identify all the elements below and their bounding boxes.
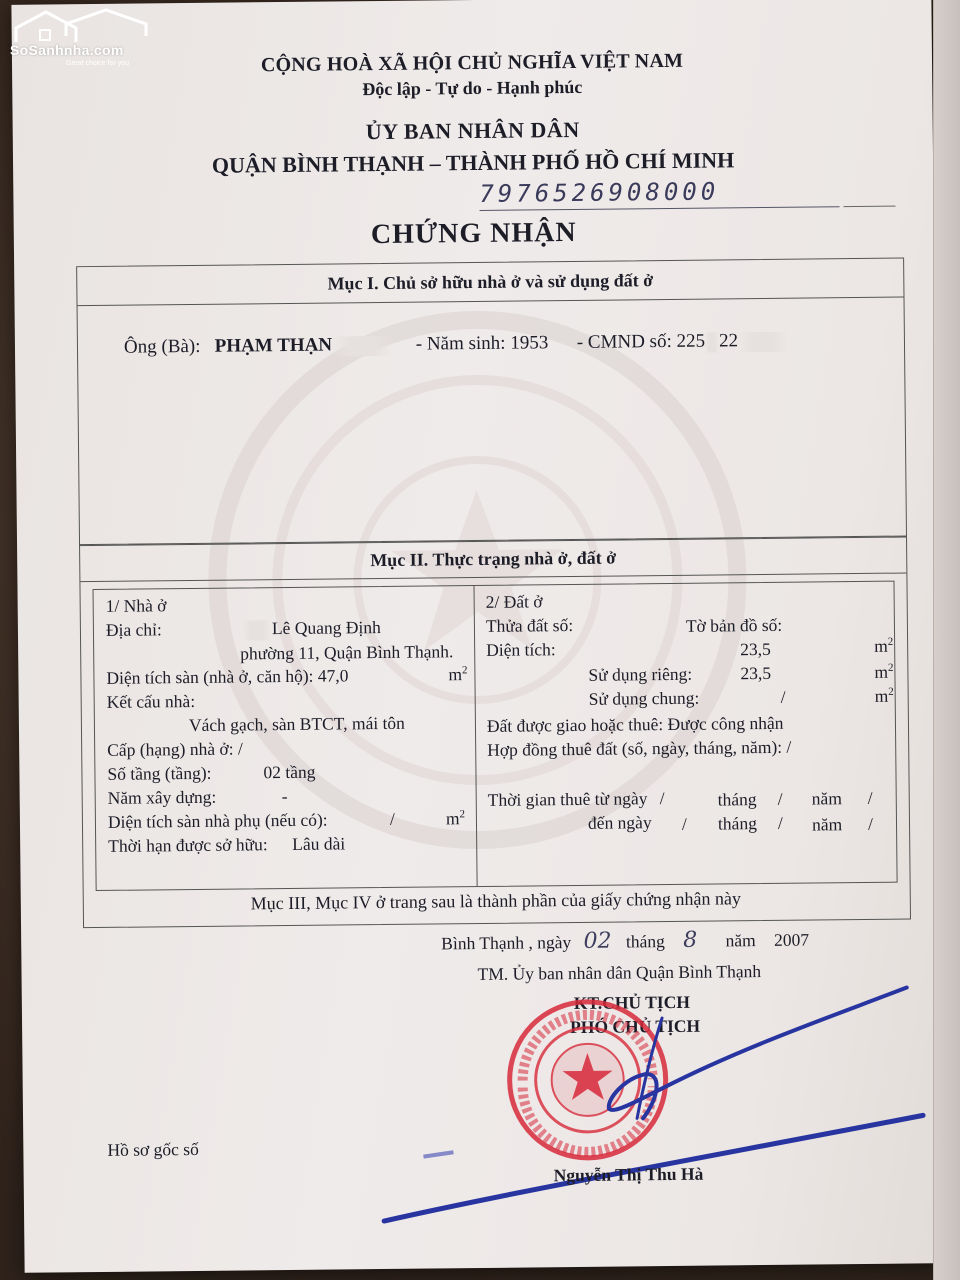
site-watermark [6, 8, 156, 78]
land-allocation: Đất được giao hoặc thuê: Được công nhận [486, 712, 784, 736]
issue-date: Bình Thạnh , ngày 02 tháng 8 năm 2007 [441, 927, 810, 954]
next-page-edge [933, 0, 960, 1280]
section-property [79, 536, 911, 929]
issue-day: 02 [583, 928, 612, 954]
lease-to-day: / [681, 813, 687, 834]
lease-from-month: / [777, 788, 783, 809]
lease-to-month: / [777, 812, 783, 833]
private-use-value: 23,5 [740, 662, 772, 684]
shared-use-label: Sử dụng chung: [588, 687, 700, 709]
section-owner-heading: Mục I. Chủ sở hữu nhà ở và sử dụng đất ở [77, 259, 903, 307]
private-use-unit: $m^2$ [874, 661, 894, 682]
owner-line [124, 330, 788, 359]
land-area-value: 23,5 [740, 638, 771, 660]
redaction-blur-2 [705, 332, 719, 352]
house-grade: Cấp (hạng) nhà ở: / [107, 738, 243, 760]
redaction-blur-4 [242, 620, 272, 640]
owner-label: Ông (Bà): [123, 335, 201, 358]
year-built-value: - [281, 786, 288, 807]
site-brand: SoSanhnha.com [10, 42, 124, 58]
land-area-label: Diện tích: [486, 639, 556, 660]
section-footnote: Mục III, Mục IV ở trang sau là thành phần của giấy chứng nhận này [250, 888, 742, 914]
issue-place: Bình Thạnh [441, 932, 525, 954]
land-area-unit: $m^2$ [874, 635, 894, 656]
lease-to-year-label: năm [811, 814, 843, 835]
floors-label: Số tầng (tầng): [107, 762, 212, 784]
section-property-heading: Mục II. Thực trạng nhà ở, đất ở [80, 537, 906, 583]
signer-role-1: KT.CHỦ TỊCH [573, 991, 691, 1014]
id-number-tail: 22 [718, 330, 739, 352]
signer-name: Nguyễn Thị Thu Hà [553, 1163, 704, 1186]
district-name: QUẬN BÌNH THẠNH – THÀNH PHỐ HỒ CHÍ MINH [211, 147, 735, 178]
redaction-blur-3 [738, 331, 788, 352]
floors-value: 02 tầng [263, 761, 316, 783]
address-line-1: Lê Quang Định [242, 617, 381, 640]
authority-name: ỦY BAN NHÂN DÂN [365, 116, 580, 145]
country-name: CỘNG HOÀ XÃ HỘI CHỦ NGHĨA VIỆT NAM [260, 49, 684, 77]
birth-year: - Năm sinh: 1953 [415, 332, 549, 355]
section-owner [76, 258, 907, 547]
address-label: Địa chỉ: [105, 619, 162, 640]
serial-number: 7976526908000 [479, 176, 839, 211]
shared-use-value: / [780, 686, 786, 707]
lease-from-day: / [659, 788, 665, 809]
shared-use-unit: $m^2$ [874, 685, 894, 706]
house-title: 1/ Nhà ở [105, 595, 167, 616]
redaction-blur [332, 336, 392, 357]
lease-from-month-label: tháng [717, 789, 757, 810]
record-label: Hồ sơ gốc số [107, 1138, 199, 1160]
land-title: 2/ Đất ở [485, 591, 543, 612]
map-sheet-label: Tờ bản đồ số: [685, 614, 783, 636]
structure-value: Vách gạch, sàn BTCT, mái tôn [188, 712, 405, 736]
certificate-page [11, 0, 944, 1273]
aux-area-label: Diện tích sàn nhà phụ (nếu có): [107, 809, 328, 832]
lease-contract: Hợp đồng thuê đất (số, ngày, tháng, năm): / [487, 736, 792, 760]
issue-month: 8 [683, 927, 698, 953]
property-details-table [93, 581, 898, 891]
lease-from-year: / [867, 787, 873, 808]
floor-area-unit: $m^2$ [448, 664, 468, 685]
motto: Độc lập - Tự do - Hạnh phúc [362, 76, 583, 100]
document-title: CHỨNG NHẬN [370, 216, 577, 251]
ownership-term-value: Lâu dài [292, 833, 346, 854]
committee-line: TM. Ủy ban nhân dân Quận Bình Thạnh [477, 961, 762, 985]
aux-area-unit: $m^2$ [445, 808, 466, 829]
private-use-label: Sử dụng riêng: [588, 663, 693, 685]
lease-to-month-label: tháng [717, 813, 757, 834]
structure-label: Kết cấu nhà: [106, 690, 196, 712]
owner-name: PHẠM THẠN [214, 334, 333, 357]
lease-to-label: đến ngày [587, 812, 652, 833]
lease-from-year-label: năm [811, 788, 842, 809]
handwritten-signature-icon [362, 975, 945, 1241]
floor-area: Diện tích sàn (nhà ở, căn hộ): 47,0 [106, 665, 349, 688]
parcel-label: Thửa đất số: [485, 615, 574, 636]
column-divider [473, 586, 477, 886]
id-number-label: - CMND số: 225 [576, 330, 706, 353]
signer-role-2: PHÓ CHỦ TỊCH [570, 1015, 701, 1038]
year-built-label: Năm xây dựng: [107, 786, 217, 808]
aux-area-value: / [389, 808, 395, 829]
site-tagline: Great choice for you [66, 60, 130, 67]
ownership-term-label: Thời hạn được sở hữu: [108, 834, 268, 856]
issue-year: 2007 [773, 929, 810, 950]
lease-from-label: Thời gian thuê từ ngày [487, 788, 648, 810]
address-line-2: phường 11, Quận Bình Thạnh. [240, 641, 454, 664]
lease-to-year: / [867, 813, 873, 834]
serial-underline [844, 206, 896, 208]
